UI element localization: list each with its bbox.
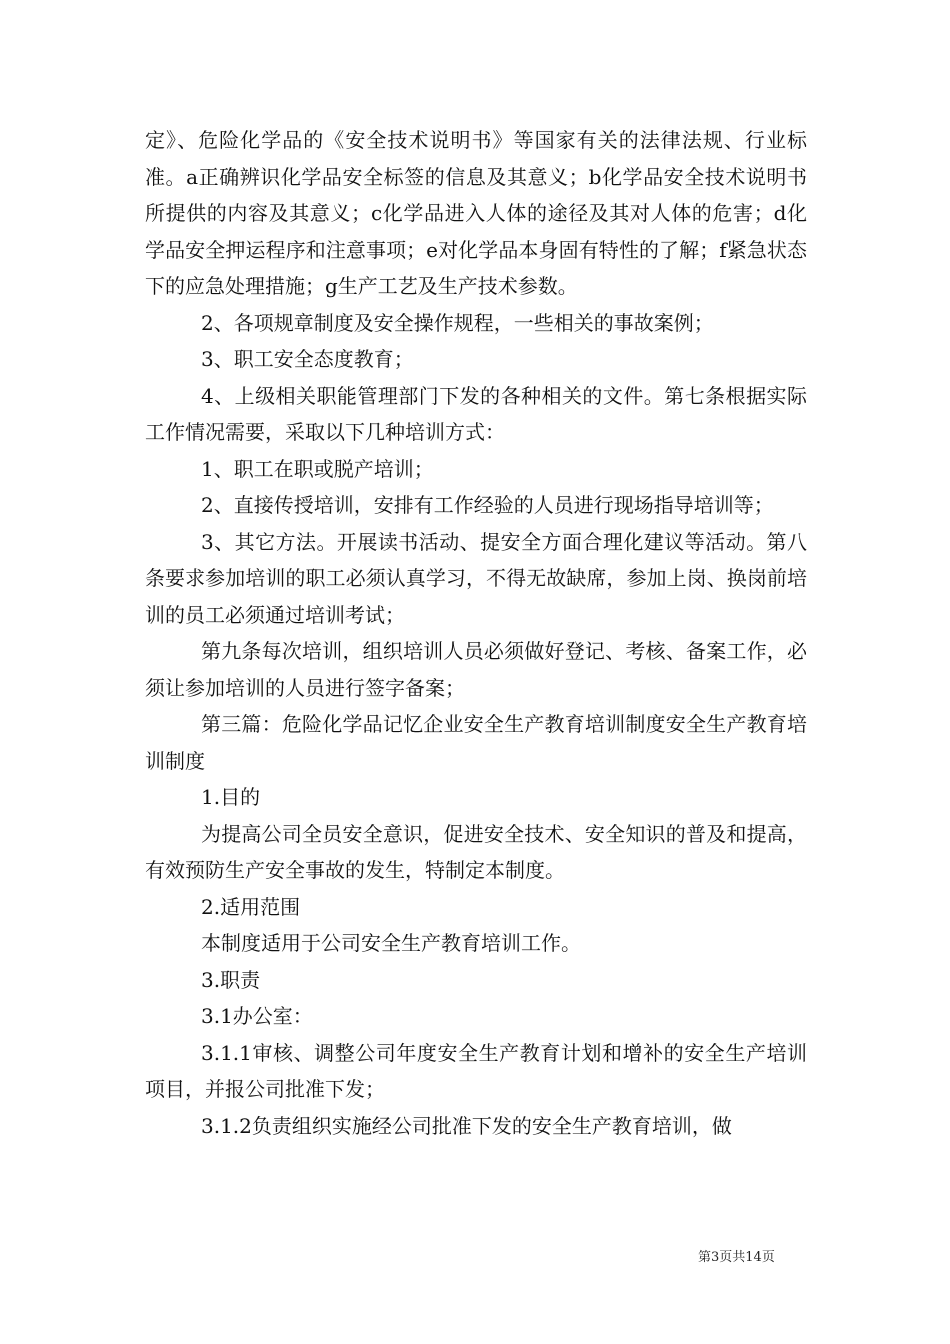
paragraph: 4、上级相关职能管理部门下发的各种相关的文件。第七条根据实际工作情况需要，采取以下几种培训方式：	[145, 383, 807, 444]
document-body	[145, 122, 807, 1144]
paragraph: 定》、危险化学品的《安全技术说明书》等国家有关的法律法规、行业标准。a正确辨识化学品安全标签的信息及其意义；b化学品安全技术说明书所提供的内容及其意义；c化学品进入人体的途径及其对人体的危害；d化学品安全押运程序和注意事项；e对化学品本身固有特性的了解；f紧急状态下的应急处理措施；g生产工艺及生产技术参数。	[145, 128, 807, 298]
paragraph: 2、直接传授培训，安排有工作经验的人员进行现场指导培训等；	[201, 493, 774, 517]
section-heading: 3.职责	[201, 967, 261, 992]
paragraph: 本制度适用于公司安全生产教育培训工作。	[201, 931, 581, 955]
section-heading: 3.1办公室：	[201, 1004, 313, 1028]
paragraph: 2、各项规章制度及安全操作规程，一些相关的事故案例；	[201, 310, 714, 335]
paragraph: 为提高公司全员安全意识，促进安全技术、安全知识的普及和提高，有效预防生产安全事故的发生，特制定本制度。	[145, 821, 807, 882]
section-heading: 第三篇：危险化学品记忆企业安全生产教育培训制度安全生产教育培训制度	[145, 712, 807, 773]
paragraph: 3、职工安全态度教育；	[201, 347, 414, 371]
paragraph: 1、职工在职或脱产培训；	[201, 456, 434, 481]
paragraph: 3.1.1审核、调整公司年度安全生产教育计划和增补的安全生产培训项目，并报公司批准下发；	[145, 1040, 807, 1101]
paragraph: 第九条每次培训，组织培训人员必须做好登记、考核、备案工作，必须让参加培训的人员进行签字备案；	[145, 639, 807, 700]
paragraph: 3、其它方法。开展读书活动、提安全方面合理化建议等活动。第八条要求参加培训的职工必须认真学习，不得无故缺席，参加上岗、换岗前培训的员工必须通过培训考试；	[145, 529, 807, 627]
section-heading: 2.适用范围	[201, 894, 301, 919]
page-number: 第3页共14页	[698, 1250, 775, 1265]
paragraph: 3.1.2负责组织实施经公司批准下发的安全生产教育培训，做	[201, 1113, 732, 1138]
section-heading: 1.目的	[201, 785, 261, 809]
